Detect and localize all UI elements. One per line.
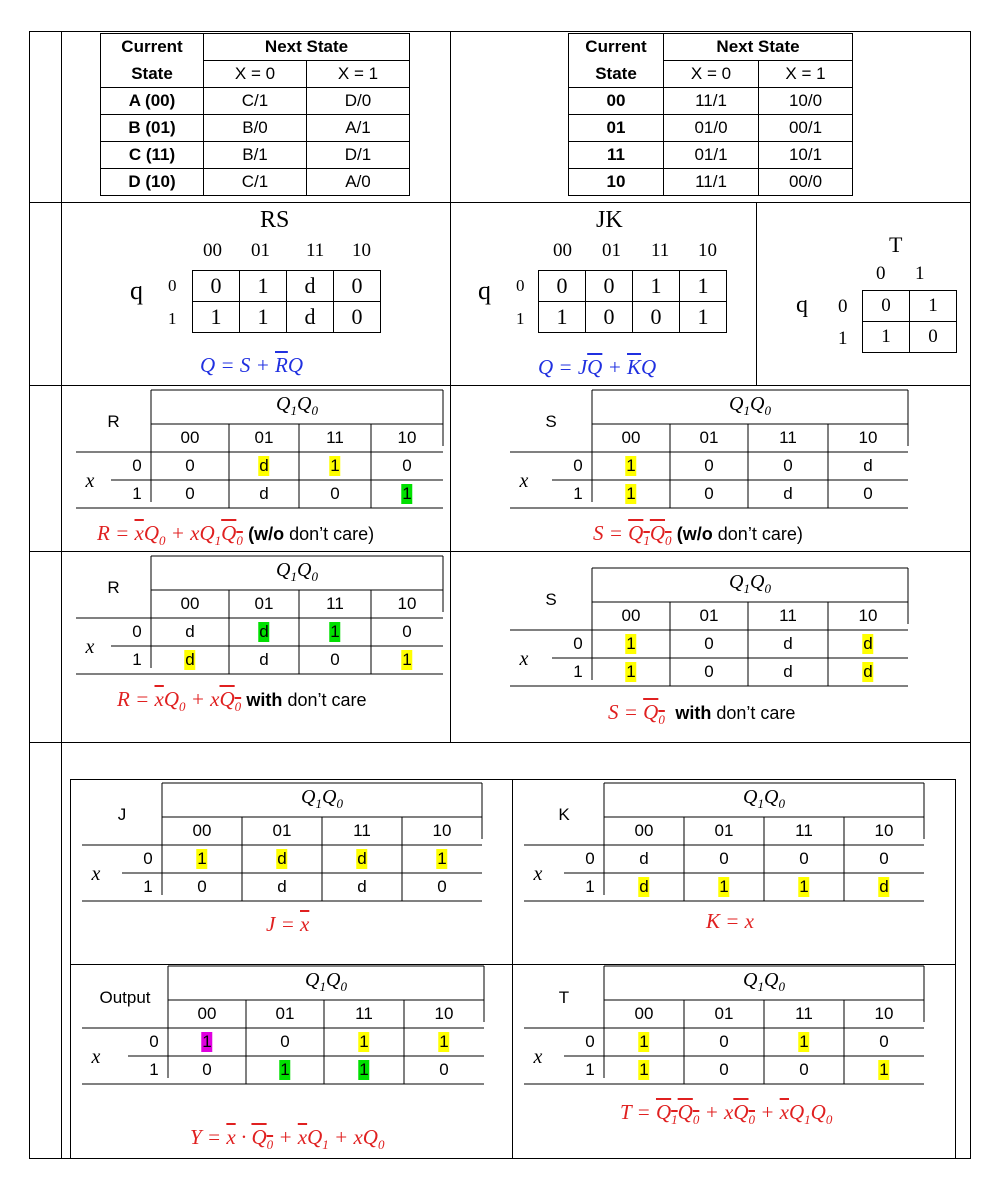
kmap-col-header: 00: [621, 428, 641, 447]
kmap-cell: 0: [719, 1060, 729, 1079]
kmap-row-label: 1: [573, 484, 583, 503]
kmap-top-variable: $Q_1Q_0$: [729, 571, 771, 596]
kmap-cell: d: [783, 634, 793, 653]
kmap-col-header: 01: [275, 1004, 295, 1023]
kmap-label: K: [558, 805, 570, 824]
kmap-col-header: 01: [699, 606, 719, 625]
cell: 11: [569, 142, 664, 169]
cell: 1: [680, 302, 727, 333]
kmap-row-variable: x: [533, 863, 543, 885]
y-equation: $Y = \overline{x} \cdot Q_0 + \overline{x}Q_1 + xQ_0$: [190, 1125, 385, 1153]
grid-line: [512, 779, 513, 1159]
kmap-cell: d: [639, 877, 649, 896]
cell: 0: [910, 322, 957, 353]
cell: 0: [193, 271, 240, 302]
k-equation: K = x: [706, 909, 754, 933]
cell: 0: [586, 302, 633, 333]
kmap-cell: 1: [197, 849, 207, 868]
rs-col-3: 10: [352, 240, 371, 261]
cell: 00: [569, 88, 664, 115]
kmap-cell: 0: [330, 650, 340, 669]
kmap-cell: 0: [202, 1060, 212, 1079]
cell: 1: [240, 271, 287, 302]
header-x1: X = 1: [307, 61, 410, 88]
header-x0: X = 0: [664, 61, 759, 88]
rs-row-1: 1: [168, 309, 177, 328]
cell: 0: [633, 302, 680, 333]
kmap-cell: 1: [330, 456, 340, 475]
grid-line: [70, 964, 956, 965]
header-state: State: [101, 61, 204, 88]
rs-col-2: 11: [306, 240, 325, 261]
kmap-cell: 1: [626, 484, 636, 503]
jk-col-0: 00: [553, 240, 572, 261]
kmap-col-header: 11: [353, 821, 371, 840]
r1-equation: $R = \overline{x}Q_0 + xQ_1Q_0$ (w/o don’t care): [97, 521, 375, 549]
kmap-col-header: 00: [197, 1004, 217, 1023]
kmap-label: R: [107, 578, 120, 597]
kmap-cell: d: [879, 877, 889, 896]
cell: 1: [240, 302, 287, 333]
cell: 0: [863, 291, 910, 322]
kmap-cell: 1: [280, 1060, 290, 1079]
state-table-2: [568, 33, 853, 196]
cell: 10/1: [759, 142, 853, 169]
t-col-1: 1: [915, 263, 925, 284]
kmap-col-header: 00: [192, 821, 212, 840]
grid-line: [29, 31, 30, 1159]
cell: D/1: [307, 142, 410, 169]
t-var: q: [796, 292, 808, 318]
kmap-col-header: 01: [254, 428, 274, 447]
kmap-cell: 1: [719, 877, 729, 896]
rs-var: q: [130, 276, 143, 305]
rs-col-0: 00: [203, 240, 222, 261]
kmap-top-variable: $Q_1Q_0$: [743, 786, 785, 811]
cell: 1: [539, 302, 586, 333]
kmap-cell: 0: [719, 849, 729, 868]
jk-equation: $Q = J\overline{Q} + \overline{K}Q$: [538, 355, 657, 379]
kmap-col-header: 10: [432, 821, 452, 840]
cell: d: [287, 271, 334, 302]
kmap-cell: 1: [879, 1060, 889, 1079]
kmap-col-header: 10: [858, 428, 878, 447]
kmap-col-header: 01: [254, 594, 274, 613]
kmap-cell: 1: [330, 622, 340, 641]
grid-line: [29, 202, 971, 203]
grid-line: [450, 31, 451, 743]
kmap-col-header: 00: [634, 821, 654, 840]
kmap-cell: 1: [202, 1032, 212, 1051]
kmap-row-label: 0: [585, 849, 595, 868]
cell: 0: [334, 302, 381, 333]
jk-karnaugh-map: [538, 270, 727, 333]
rs-col-1: 01: [251, 240, 270, 261]
kmap-cell: 1: [402, 650, 412, 669]
kmap-cell: 0: [879, 849, 889, 868]
kmap-label: Output: [99, 988, 151, 1007]
kmap-row-label: 0: [573, 634, 583, 653]
header-x0: X = 0: [204, 61, 307, 88]
jk-col-3: 10: [698, 240, 717, 261]
cell: C/1: [204, 169, 307, 196]
kmap-cell: 1: [437, 849, 447, 868]
kmap-cell: d: [783, 662, 793, 681]
cell: 01/1: [664, 142, 759, 169]
s2-equation: $S = Q_0$ with don’t care: [608, 700, 796, 728]
header-next-state: Next State: [664, 34, 853, 61]
cell: 00/0: [759, 169, 853, 196]
cell: 1: [633, 271, 680, 302]
kmap-cell: d: [277, 849, 287, 868]
kmap-col-header: 11: [779, 428, 797, 447]
kmap-cell: d: [277, 877, 287, 896]
kmap-cell: d: [259, 484, 269, 503]
state-table-1: [100, 33, 410, 196]
rs-karnaugh-map: [192, 270, 381, 333]
kmap-col-header: 10: [397, 594, 417, 613]
kmap-col-header: 11: [795, 821, 813, 840]
kmap-row-variable: x: [85, 470, 95, 492]
cell: D (10): [101, 169, 204, 196]
kmap-cell: 0: [704, 634, 714, 653]
kmap-col-header: 11: [795, 1004, 813, 1023]
j-equation: $J = \overline{x}$: [266, 912, 310, 936]
jk-col-1: 01: [602, 240, 621, 261]
kmap-row-label: 1: [585, 1060, 595, 1079]
rs-row-0: 0: [168, 276, 177, 295]
kmap-row-label: 1: [143, 877, 153, 896]
grid-line: [70, 779, 956, 780]
kmap-cell: 1: [439, 1032, 449, 1051]
kmap-col-header: 10: [858, 606, 878, 625]
kmap-col-header: 01: [272, 821, 292, 840]
jk-row-0: 0: [516, 276, 525, 295]
t-row-1: 1: [838, 328, 848, 349]
jk-title: JK: [596, 207, 623, 233]
kmap-cell: 0: [799, 849, 809, 868]
kmap-top-variable: $Q_1Q_0$: [301, 786, 343, 811]
kmap-label: J: [117, 805, 127, 824]
cell: A (00): [101, 88, 204, 115]
cell: 1: [680, 271, 727, 302]
header-next-state: Next State: [204, 34, 410, 61]
cell: B (01): [101, 115, 204, 142]
kmap-cell: 1: [799, 1032, 809, 1051]
kmap-cell: 1: [626, 456, 636, 475]
kmap-col-header: 10: [874, 1004, 894, 1023]
kmap-top-variable: $Q_1Q_0$: [276, 393, 318, 418]
cell: A/1: [307, 115, 410, 142]
kmap-cell: d: [259, 456, 269, 475]
cell: B/0: [204, 115, 307, 142]
cell: C/1: [204, 88, 307, 115]
kmap-cell: d: [357, 877, 367, 896]
kmap-row-variable: x: [91, 1046, 101, 1068]
cell: 01: [569, 115, 664, 142]
kmap-label: S: [545, 590, 557, 609]
kmap-row-label: 0: [149, 1032, 159, 1051]
kmap-cell: 0: [330, 484, 340, 503]
kmap-col-header: 01: [699, 428, 719, 447]
kmap-row-variable: x: [91, 863, 101, 885]
kmap-col-header: 11: [326, 428, 344, 447]
kmap-col-header: 00: [180, 594, 200, 613]
grid-line: [955, 779, 956, 1159]
kmap-cell: d: [783, 484, 793, 503]
kmap-top-variable: $Q_1Q_0$: [276, 559, 318, 584]
jk-col-2: 11: [651, 240, 670, 261]
cell: 1: [863, 322, 910, 353]
kmap-row-variable: x: [85, 636, 95, 658]
kmap-cell: 0: [439, 1060, 449, 1079]
kmap-cell: 1: [639, 1032, 649, 1051]
kmap-top-variable: $Q_1Q_0$: [743, 969, 785, 994]
kmap-cell: 1: [359, 1060, 369, 1079]
kmap-cell: 0: [437, 877, 447, 896]
cell: 1: [193, 302, 240, 333]
cell: A/0: [307, 169, 410, 196]
t-karnaugh-map: [862, 290, 957, 353]
kmap-cell: 0: [704, 456, 714, 475]
kmap-cell: 0: [879, 1032, 889, 1051]
jk-row-1: 1: [516, 309, 525, 328]
jk-var: q: [478, 276, 491, 305]
t-title: T: [889, 232, 903, 257]
kmap-cell: 0: [799, 1060, 809, 1079]
kmap-cell: d: [357, 849, 367, 868]
kmap-row-label: 1: [149, 1060, 159, 1079]
grid-line: [756, 202, 757, 386]
cell: 01/0: [664, 115, 759, 142]
kmap-row-label: 1: [132, 650, 142, 669]
cell: D/0: [307, 88, 410, 115]
kmap-cell: d: [863, 662, 873, 681]
kmap-col-header: 00: [621, 606, 641, 625]
kmap-top-variable: $Q_1Q_0$: [305, 969, 347, 994]
grid-line: [29, 1158, 971, 1159]
header-state: State: [569, 61, 664, 88]
kmap-col-header: 11: [355, 1004, 373, 1023]
cell: 10: [569, 169, 664, 196]
t-equation: $T = Q_1Q_0 + xQ_0 + \overline{x}Q_1Q_0$: [620, 1100, 833, 1128]
kmap-cell: 0: [863, 484, 873, 503]
kmap-top-variable: $Q_1Q_0$: [729, 393, 771, 418]
cell: 0: [539, 271, 586, 302]
kmap-col-header: 01: [714, 1004, 734, 1023]
t-row-0: 0: [838, 296, 848, 317]
grid-line: [970, 31, 971, 1159]
kmap-cell: 1: [402, 484, 412, 503]
kmap-col-header: 10: [874, 821, 894, 840]
kmap-cell: d: [863, 634, 873, 653]
kmap-cell: 1: [626, 634, 636, 653]
cell: 11/1: [664, 88, 759, 115]
kmap-cell: 1: [359, 1032, 369, 1051]
kmap-cell: d: [863, 456, 873, 475]
cell: B/1: [204, 142, 307, 169]
grid-line: [29, 385, 971, 386]
header-current: Current: [569, 34, 664, 61]
kmap-row-label: 1: [573, 662, 583, 681]
cell: 00/1: [759, 115, 853, 142]
kmap-row-variable: x: [519, 648, 529, 670]
kmap-row-label: 1: [585, 877, 595, 896]
kmap-col-header: 11: [326, 594, 344, 613]
kmap-cell: d: [639, 849, 649, 868]
kmap-cell: 0: [402, 622, 412, 641]
grid-line: [61, 31, 62, 1159]
kmap-col-header: 11: [779, 606, 797, 625]
cell: C (11): [101, 142, 204, 169]
kmap-col-header: 00: [180, 428, 200, 447]
kmap-col-header: 01: [714, 821, 734, 840]
kmap-row-variable: x: [519, 470, 529, 492]
kmap-col-header: 10: [397, 428, 417, 447]
cell: d: [287, 302, 334, 333]
header-current: Current: [101, 34, 204, 61]
kmap-cell: d: [259, 622, 269, 641]
cell: 1: [910, 291, 957, 322]
kmap-cell: 0: [704, 484, 714, 503]
kmap-cell: 0: [280, 1032, 290, 1051]
kmap-cell: 0: [783, 456, 793, 475]
cell: 10/0: [759, 88, 853, 115]
kmap-col-header: 10: [434, 1004, 454, 1023]
rs-equation: $Q = S + \overline{R}Q$: [200, 353, 304, 377]
kmap-row-label: 0: [585, 1032, 595, 1051]
kmap-label: T: [558, 988, 570, 1007]
kmap-cell: 0: [185, 484, 195, 503]
kmap-row-label: 0: [132, 456, 142, 475]
t-col-0: 0: [876, 263, 886, 284]
kmap-cell: d: [259, 650, 269, 669]
kmap-cell: 0: [402, 456, 412, 475]
kmap-cell: 0: [719, 1032, 729, 1051]
kmap-cell: 0: [704, 662, 714, 681]
kmap-row-label: 0: [143, 849, 153, 868]
cell: 0: [334, 271, 381, 302]
grid-line: [29, 31, 971, 32]
kmap-row-label: 0: [573, 456, 583, 475]
kmap-label: R: [107, 412, 120, 431]
s1-equation: $S = Q_1Q_0$ (w/o don’t care): [593, 521, 803, 549]
kmap-cell: 1: [799, 877, 809, 896]
header-x1: X = 1: [759, 61, 853, 88]
kmap-cell: 0: [197, 877, 207, 896]
kmap-cell: 0: [185, 456, 195, 475]
kmap-cell: 1: [626, 662, 636, 681]
cell: 11/1: [664, 169, 759, 196]
kmap-cell: d: [185, 650, 195, 669]
grid-line: [29, 551, 971, 552]
grid-line: [29, 742, 971, 743]
kmap-cell: d: [185, 622, 195, 641]
r2-equation: $R = \overline{x}Q_0 + xQ_0$ with don’t care: [117, 687, 367, 715]
kmap-col-header: 00: [634, 1004, 654, 1023]
kmap-row-label: 1: [132, 484, 142, 503]
grid-line: [70, 779, 71, 1159]
kmap-label: S: [545, 412, 557, 431]
kmap-row-label: 0: [132, 622, 142, 641]
kmap-row-variable: x: [533, 1046, 543, 1068]
rs-title: RS: [260, 207, 290, 233]
cell: 0: [586, 271, 633, 302]
kmap-cell: 1: [639, 1060, 649, 1079]
